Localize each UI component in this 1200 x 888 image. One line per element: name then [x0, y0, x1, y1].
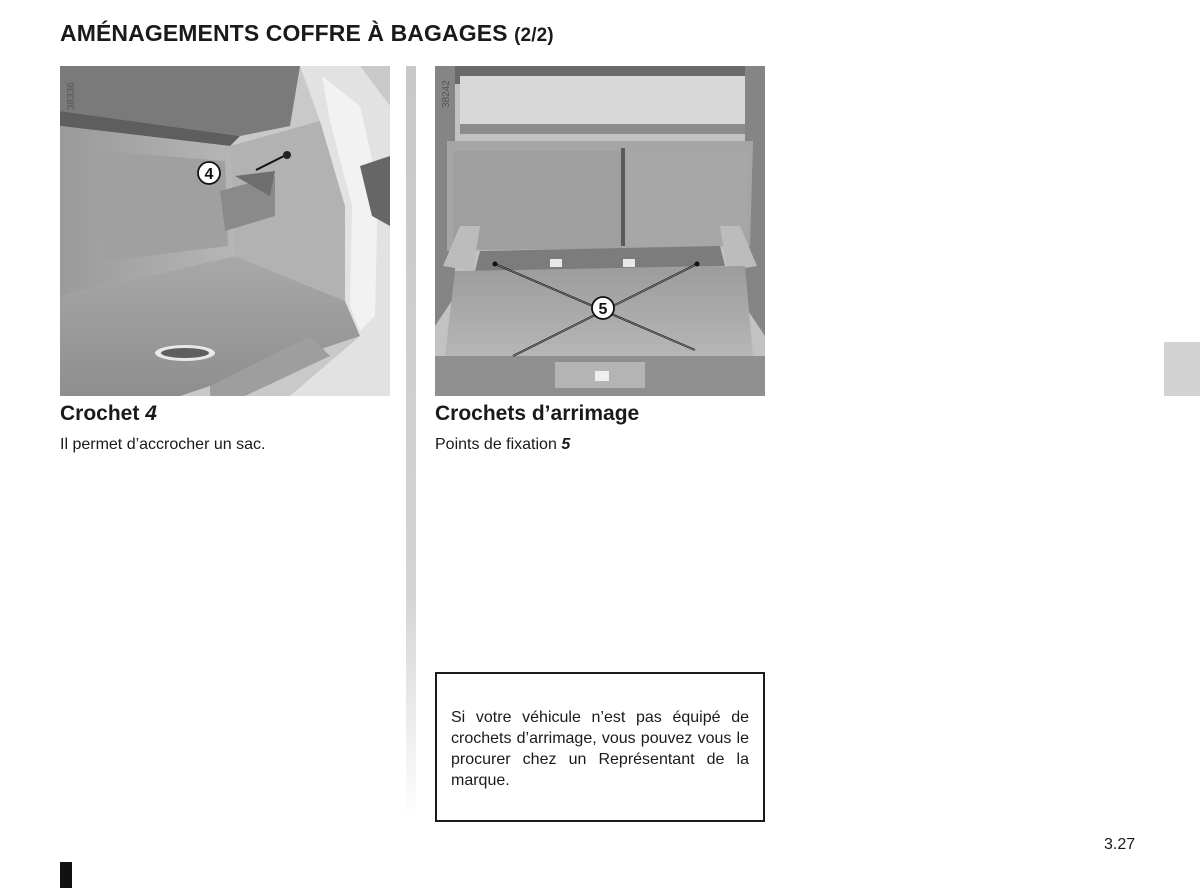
trunk-hook-illustration: [60, 66, 390, 396]
lashing-points-photo: [435, 66, 765, 396]
hook-marker: [283, 151, 291, 159]
page-title: [60, 20, 554, 47]
lashing-point: [493, 262, 498, 267]
page-title-suffix: (2/2): [514, 25, 554, 46]
lashing-description-text: Points de fixation: [435, 436, 557, 453]
hook-heading: [60, 402, 157, 426]
page-number: 3.27: [1104, 836, 1136, 853]
lashing-heading: Crochets d’arrimage: [435, 402, 640, 425]
corner-mark: [60, 862, 72, 888]
photo-ref-left: 38336: [66, 82, 77, 110]
hook-heading-text: Crochet: [60, 402, 140, 425]
lashing-point: [695, 262, 700, 267]
page-title-text: AMÉNAGEMENTS COFFRE À BAGAGES: [60, 20, 508, 46]
lashing-points-illustration: [435, 66, 765, 396]
callout-5-label: 5: [598, 301, 608, 318]
column-divider: [406, 66, 416, 820]
hook-heading-number: 4: [145, 402, 157, 425]
hook-description: Il permet d’accrocher un sac.: [60, 436, 266, 453]
chapter-tab: [1164, 342, 1200, 396]
photo-ref-right: 38242: [441, 80, 452, 108]
callout-4-label: 4: [204, 166, 214, 183]
lashing-description: [435, 436, 570, 454]
note-text: Si votre véhicule n’est pas équipé de crochets d’arrimage, vous pouvez vous le procurer chez un Représentant de la marque.: [451, 709, 749, 789]
lashing-description-number: 5: [561, 436, 571, 453]
trunk-hook-photo: [60, 66, 390, 396]
note-box: [435, 672, 765, 822]
